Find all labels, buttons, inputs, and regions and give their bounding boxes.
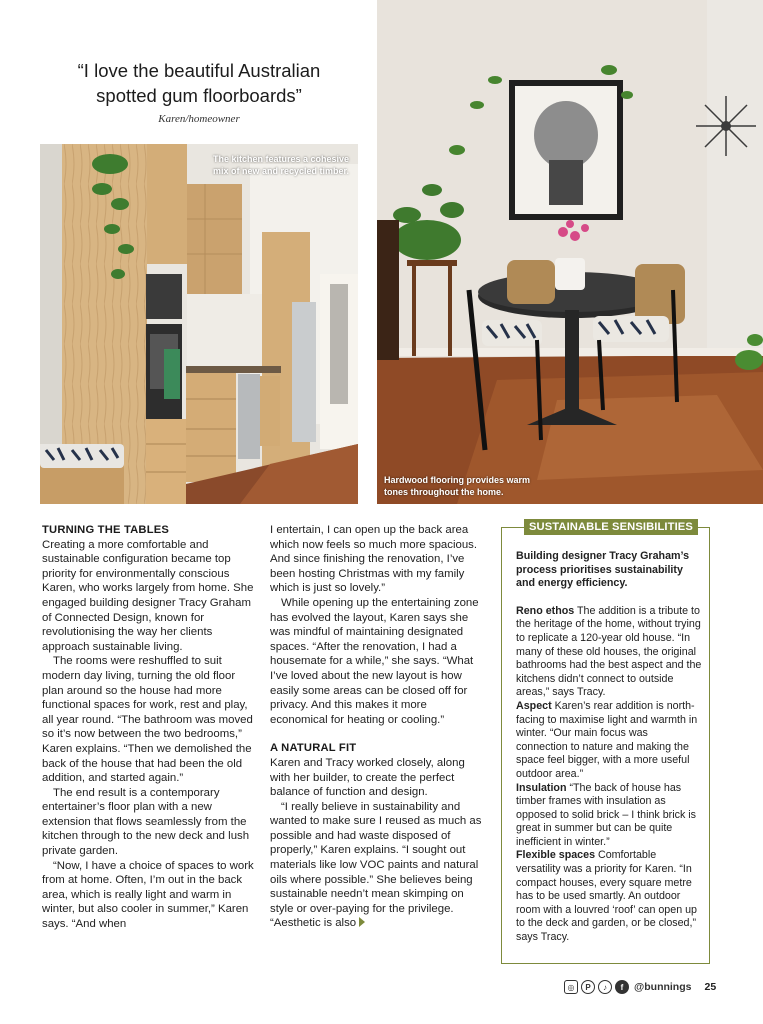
- article-paragraph: I entertain, I can open up the back area which now feels so much more spacious. And since finishing the renovation, I’ve been hosting Christmas with my family which is just so lovely.”: [270, 524, 478, 595]
- dining-photo-caption: Hardwood flooring provides warm tones throughout the home.: [384, 475, 531, 497]
- sidebar-title: SUSTAINABLE SENSIBILITIES: [524, 519, 698, 535]
- page-number: 25: [704, 981, 717, 993]
- sidebar-item-text: Karen’s rear addition is north-facing to maximise light and warmth in winter. “Our main focus was connection to nature and making the space feel bigger, with a more useful outdoor area.”: [516, 699, 698, 780]
- pull-quote-line-2: spotted gum floorboards”: [96, 85, 302, 106]
- sidebar-item-aspect: [516, 700, 702, 782]
- article-paragraph: Creating a more comfortable and sustainable configuration became top priority for environmentally conscious Karen, who works largely from home. She engaged building designer Tracy Graham of Connected Design, known for revolutionising the way her clients approach sustainable living.: [42, 538, 254, 653]
- pull-quote: [40, 58, 358, 125]
- pinterest-icon[interactable]: P: [581, 980, 595, 994]
- pull-quote-text: [40, 58, 358, 108]
- sidebar-item-text: “The back of house has timber frames with insulation as opposed to solid brick – I think brick is great in summer but can be quite inefficient in winter.”: [516, 781, 696, 848]
- article-paragraph: The end result is a contemporary entertainer’s floor plan with a new extension that flows seamlessly from the kitchen through to the new deck and lush private garden.: [42, 786, 250, 858]
- article-paragraph-text: “I really believe in sustainability and wanted to make sure I reused as much as possible and had waste disposed of properly,” Karen explains. “I sought out materials like low VOC paints and natural oils where possible.” She believes being sustainable needn’t mean skimping on style or over-paying for the privilege. “Aesthetic is also: [270, 800, 482, 930]
- sidebar-item-text: Comfortable versatility was a priority for Karen. “In compact houses, every square metre has to be used smartly. An outdoor room with a louvred ‘roof’ can open up to the deck and garden, or be closed,” says Tracy.: [516, 849, 697, 944]
- kitchen-photo: [40, 144, 358, 504]
- sidebar-item-insulation: [516, 782, 702, 850]
- dining-photo: [377, 0, 763, 504]
- sidebar-body: [516, 550, 702, 945]
- article-paragraph: While opening up the entertaining zone has evolved the layout, Karen says she was mindful of maintaining designated spaces. “After the renovation, I had a housemate for a while,” she says. “What I’ve loved about the new layout is how easily some areas can be closed off for privacy. And this makes it more economical for heating or cooling.”: [270, 596, 479, 726]
- article-paragraph: [270, 800, 484, 931]
- section-heading-turning-the-tables: TURNING THE TABLES: [42, 524, 170, 536]
- article-paragraph: The rooms were reshuffled to suit modern day living, turning the old floor plan around so the house had more functional spaces for work, rest and play, all year round. “The bathroom was moved so it’s now between the two bedrooms,” Karen explains. “Then we demolished the back of the house that had been the old addition, and started again.”: [42, 655, 253, 785]
- pull-quote-line-1: “I love the beautiful Australian: [77, 60, 321, 81]
- instagram-icon[interactable]: ◎: [564, 980, 578, 994]
- sidebar-item-reno-ethos: [516, 605, 702, 700]
- sidebar-intro: Building designer Tracy Graham’s process prioritises sustainability and energy efficiency.: [516, 550, 690, 590]
- dining-illustration: [377, 0, 763, 504]
- sidebar-item-flexible-spaces: [516, 849, 702, 944]
- sidebar-item-text: The addition is a tribute to the heritage of the home, without trying to replicate a 120-year old house. “In many of these old houses, the original bathrooms had the best aspect and the kitchens didn’t connect to outside areas,” says Tracy.: [516, 604, 702, 699]
- section-heading-a-natural-fit: A NATURAL FIT: [270, 742, 357, 755]
- facebook-icon[interactable]: f: [615, 980, 629, 994]
- article-column-2: [270, 523, 484, 931]
- continue-arrow-icon: [359, 917, 365, 927]
- sidebar-item-label: Reno ethos: [516, 604, 575, 617]
- social-handle[interactable]: @bunnings: [634, 981, 692, 993]
- sidebar-item-label: Flexible spaces: [516, 849, 596, 862]
- page-footer: [564, 977, 716, 997]
- article-column-1: [42, 523, 256, 932]
- article-paragraph: Karen and Tracy worked closely, along with her builder, to create the perfect balance of function and design.: [270, 756, 465, 799]
- sidebar-item-label: Aspect: [516, 699, 552, 712]
- kitchen-illustration: [40, 144, 358, 504]
- sidebar-item-label: Insulation: [516, 781, 567, 794]
- tiktok-icon[interactable]: ♪: [598, 980, 612, 994]
- article-paragraph: “Now, I have a choice of spaces to work from at home. Often, I’m out in the back area, which is really light and warm in winter, but also cooler in summer,” Karen says. “And when: [42, 859, 254, 931]
- pull-quote-attribution: Karen/homeowner: [158, 113, 240, 125]
- sidebar-box: [501, 521, 710, 964]
- kitchen-photo-caption: The kitchen features a cohesive mix of new and recycled timber.: [213, 154, 350, 176]
